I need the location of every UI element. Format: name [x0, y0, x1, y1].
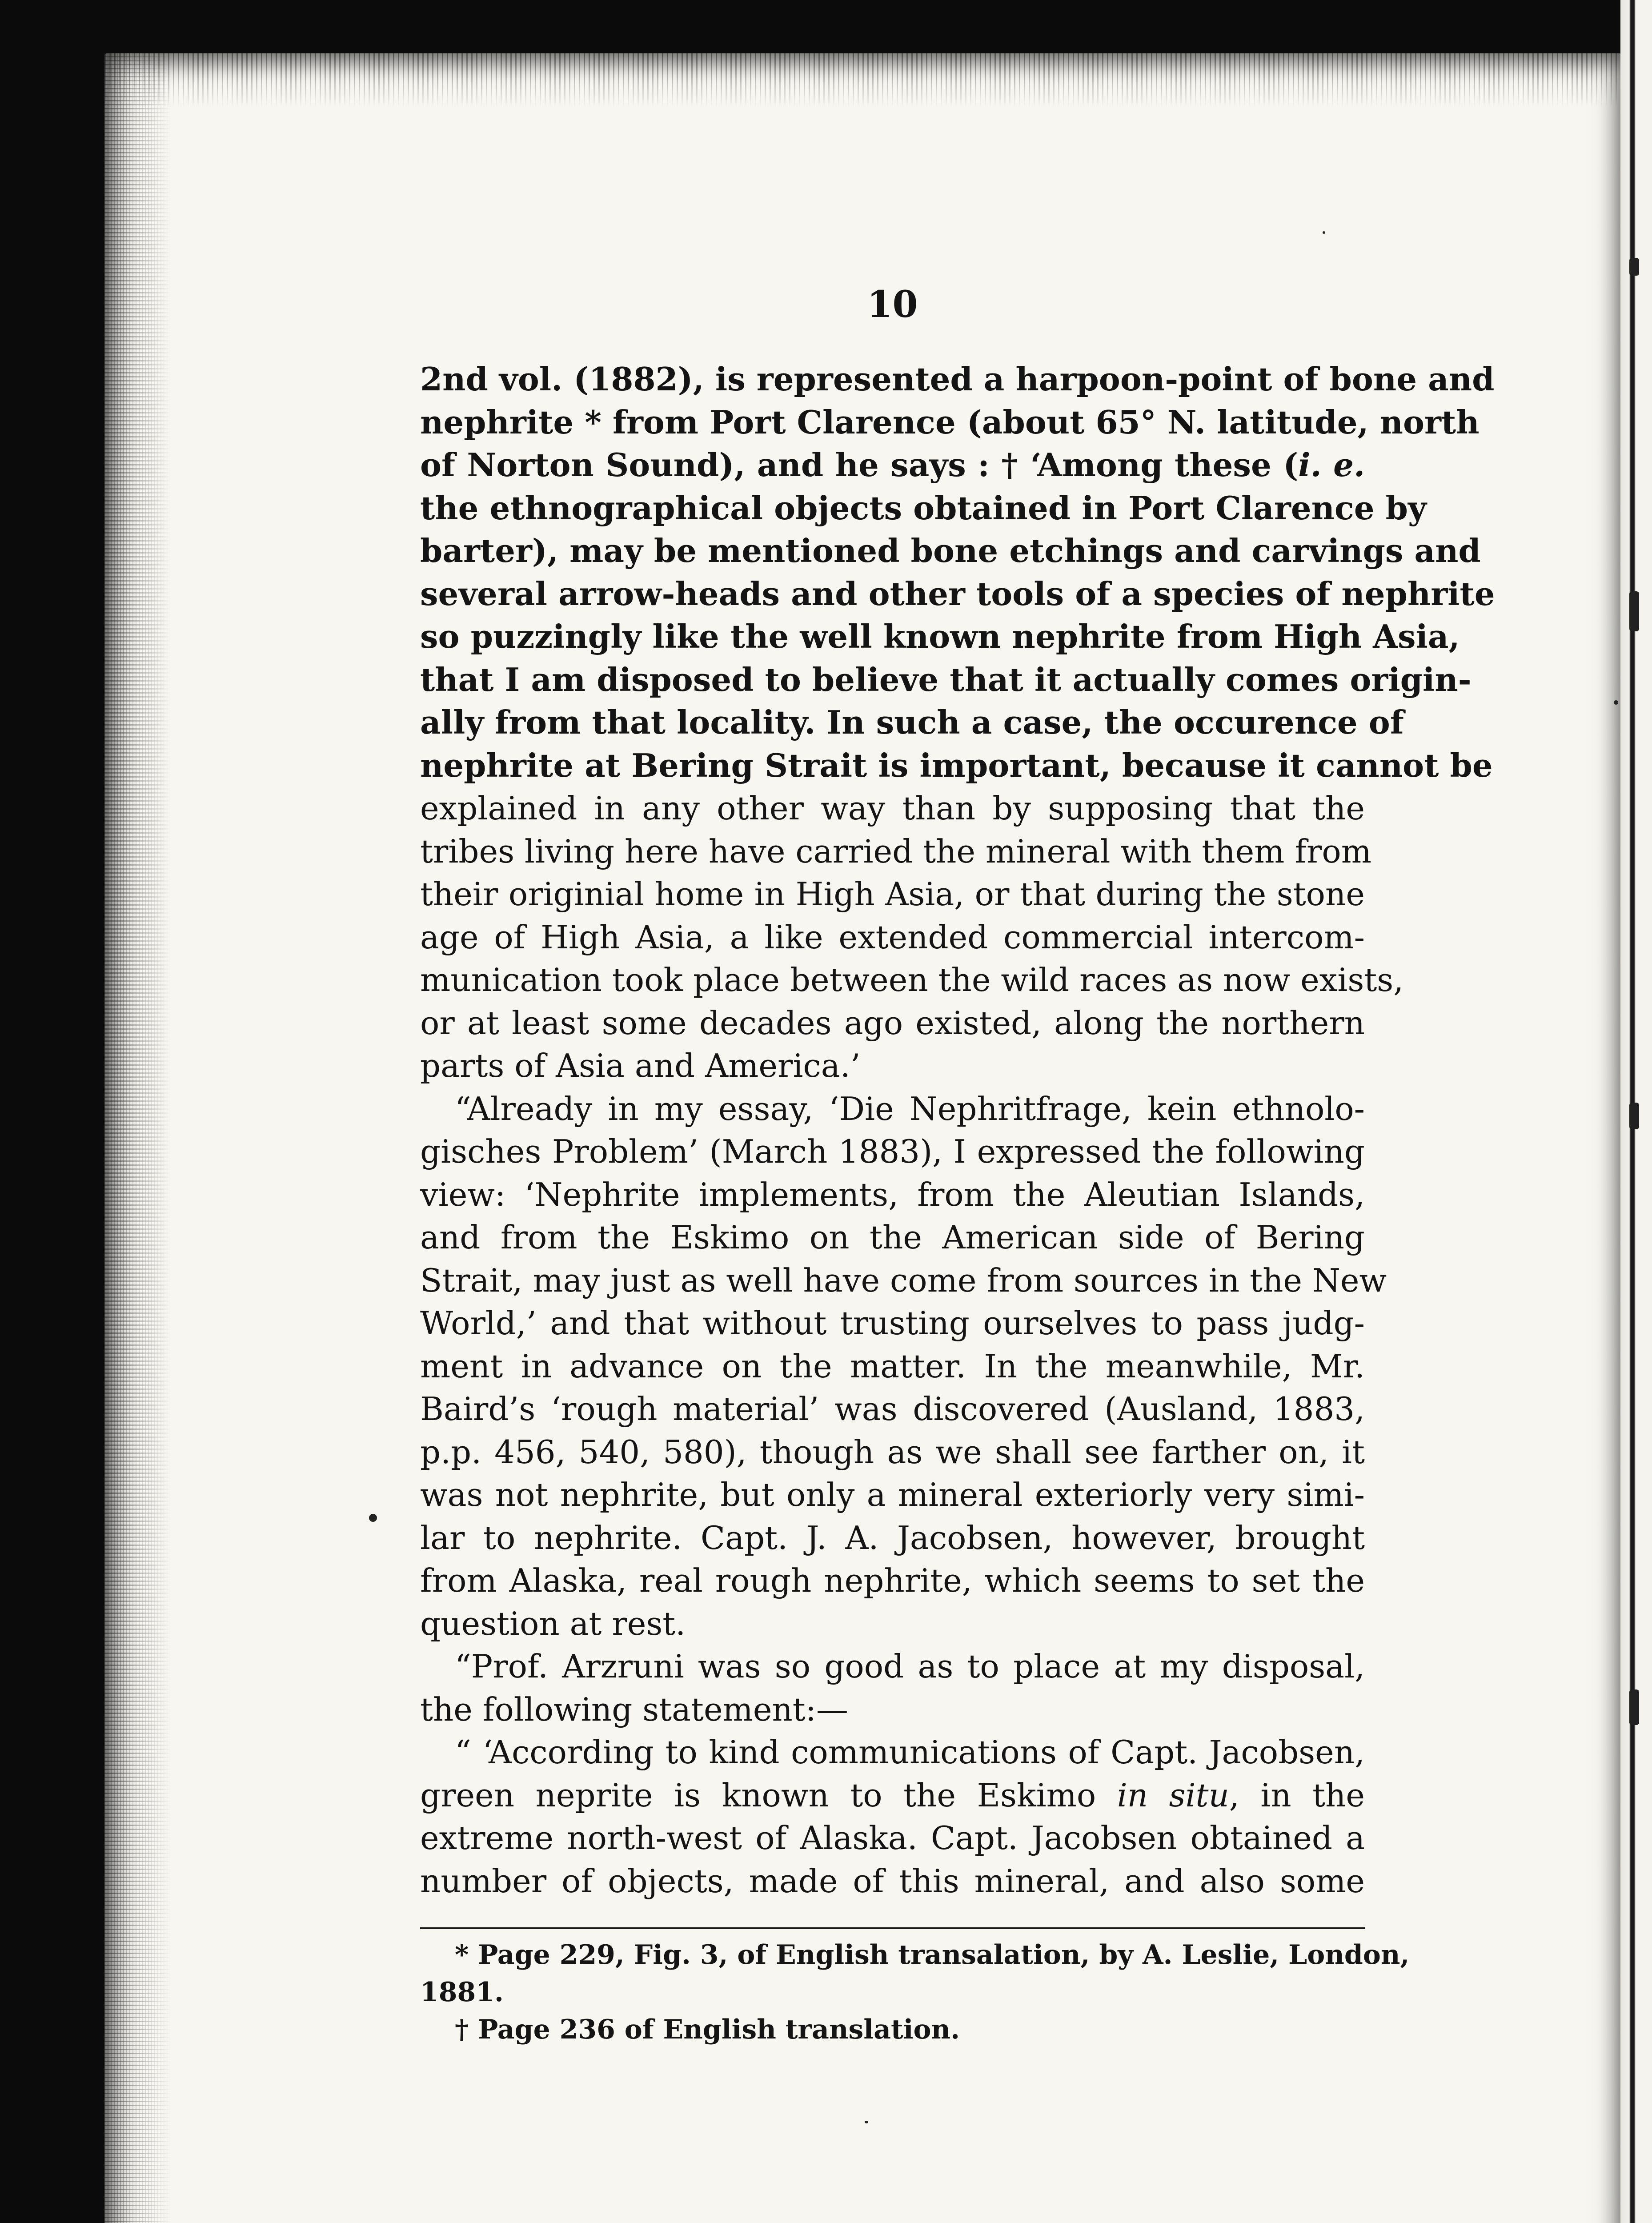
text-line: lar to nephrite. Capt. J. A. Jacobsen, however, brought [420, 1519, 1365, 1557]
paragraph-3 [420, 1645, 1365, 1731]
text-line: view: ‘Nephrite implements, from the Aleutian Islands, [420, 1176, 1365, 1213]
text-line: parts of Asia and America.’ [420, 1047, 861, 1084]
text-line: World,’ and that without trusting ourselves to pass judg- [420, 1304, 1365, 1342]
text-line: munication took place between the wild races as now exists, [420, 961, 1404, 999]
text-line: “ ‘According to kind communications of Capt. Jacobsen, [455, 1733, 1365, 1771]
text-line: several arrow-heads and other tools of a species of nephrite [420, 574, 1495, 613]
text-line: extreme north-west of Alaska. Capt. Jacobsen obtained a [420, 1819, 1365, 1857]
text-line: the ethnographical objects obtained in Port Clarence by [420, 489, 1427, 527]
text-line: their originial home in High Asia, or that during the stone [420, 875, 1365, 913]
page-number: 10 [867, 283, 918, 326]
paragraph-1 [420, 358, 1495, 1087]
footnote-1-line-2: 1881. [420, 1977, 504, 2008]
scan-speck [1629, 1689, 1639, 1725]
text-line: Baird’s ‘rough material’ was discovered (Ausland, 1883, [420, 1390, 1365, 1428]
text-line: question at rest. [420, 1605, 686, 1642]
text-line: nephrite at Bering Strait is important, because it cannot be [420, 746, 1493, 784]
italic-phrase: in situ [1117, 1776, 1229, 1814]
scan-speck [1629, 591, 1639, 631]
italic-phrase: i. e. [1298, 446, 1365, 484]
text-line: nephrite * from Port Clarence (about 65° N. latitude, north [420, 403, 1480, 441]
footnote-divider [420, 1927, 1365, 1929]
scan-speck [369, 1514, 377, 1522]
text-line: p.p. 456, 540, 580), though as we shall see farther on, it [420, 1433, 1365, 1471]
text-line: so puzzingly like the well known nephrite from High Asia, [420, 618, 1460, 655]
text-line: of Norton Sound), and he says : † ‘Among these (i. e. [420, 446, 1365, 484]
scan-speck [1629, 1103, 1639, 1129]
body-text [420, 358, 1495, 1902]
text-line: green neprite is known to the Eskimo in situ, in the [420, 1776, 1365, 1814]
footnote-2: † Page 236 of English translation. [455, 2014, 960, 2045]
text-line: age of High Asia, a like extended commercial intercom- [420, 918, 1365, 956]
text-line: barter), may be mentioned bone etchings and carvings and [420, 532, 1481, 570]
text-line: the following statement:— [420, 1690, 848, 1728]
text-line: number of objects, made of this mineral, and also some [420, 1862, 1365, 1900]
text-line: “Already in my essay, ‘Die Nephritfrage, kein ethnolo- [455, 1090, 1365, 1128]
text-line: or at least some decades ago existed, along the northern [420, 1004, 1365, 1042]
footnote-1-line-1: * Page 229, Fig. 3, of English transalation, by A. Leslie, London, [455, 1939, 1410, 1970]
scan-speck [1629, 258, 1639, 276]
text-line: gisches Problem’ (March 1883), I expressed the following [420, 1133, 1365, 1170]
text-line: tribes living here have carried the mineral with them from [420, 832, 1372, 870]
text-line: 2nd vol. (1882), is represented a harpoon-point of bone and [420, 360, 1495, 398]
text-line: and from the Eskimo on the American side of Bering [420, 1219, 1365, 1256]
paragraph-2 [420, 1087, 1387, 1645]
paragraph-4 [420, 1731, 1365, 1902]
scan-speck [1614, 700, 1618, 705]
footnotes [420, 1936, 1410, 2048]
text-line: explained in any other way than by supposing that the [420, 790, 1365, 827]
text-line: was not nephrite, but only a mineral exteriorly very simi- [420, 1476, 1365, 1513]
scan-speck [1323, 231, 1325, 234]
text-line: that I am disposed to believe that it actually comes origin- [420, 660, 1472, 698]
scan-left-edge-noise [104, 53, 171, 2223]
text-line: “Prof. Arzruni was so good as to place at my disposal, [455, 1648, 1365, 1685]
scan-top-edge-noise [104, 53, 1620, 107]
text-line: from Alaska, real rough nephrite, which seems to set the [420, 1562, 1365, 1599]
text-line: Strait, may just as well have come from sources in the New [420, 1261, 1387, 1299]
text-line: ally from that locality. In such a case, the occurence of [420, 703, 1404, 741]
text-line: ment in advance on the matter. In the meanwhile, Mr. [420, 1347, 1365, 1385]
scan-speck [865, 2121, 868, 2123]
